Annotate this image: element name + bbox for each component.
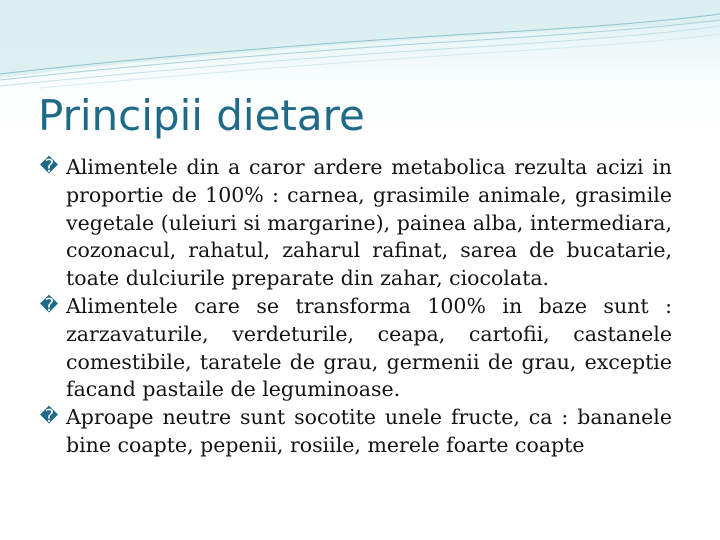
- bullet-text: Alimentele din a caror ardere metabolica rezulta acizi in proportie de 100% : carnea, grasimile animale, grasimile vegetale (uleiuri si margarine), painea alba, intermediara, cozonacul, rahatul, zaharul rafinat, sarea de bucatarie, toate dulciurile preparate din zahar, ciocolata.: [66, 155, 672, 291]
- bullet-item: [36, 154, 672, 293]
- bullet-marker-icon: �: [39, 406, 59, 428]
- slide-title: Principii dietare: [38, 91, 365, 140]
- bullet-list: [36, 154, 672, 460]
- bullet-text: Alimentele care se transforma 100% in baze sunt : zarzavaturile, verdeturile, ceapa, cartofii, castanele comestibile, taratele de grau, germenii de grau, exceptie facand pastaile de leguminoase.: [66, 293, 672, 402]
- bullet-item: [36, 404, 672, 460]
- decorative-wave-banner: [0, 0, 720, 90]
- bullet-marker-icon: �: [39, 156, 59, 177]
- bullet-text: Aproape neutre sunt socotite unele fructe, ca : bananele bine coapte, pepenii, rosiile, merele foarte coapte: [66, 405, 672, 457]
- bullet-item: [36, 293, 672, 404]
- bullet-marker-icon: �: [39, 294, 59, 316]
